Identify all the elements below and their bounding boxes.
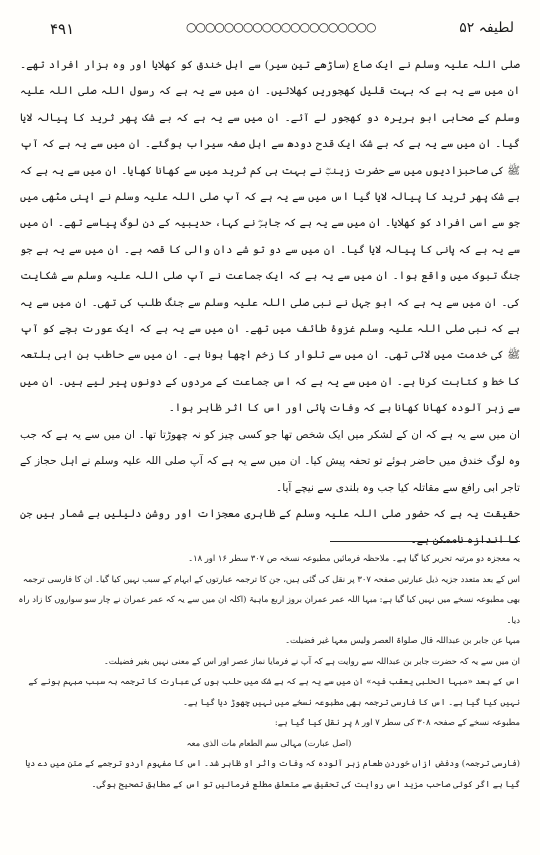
paragraph: حقیقت یہ ہے کہ حضور صلی اللہ علیہ وسلم کے ظاہری معجزات اور روشن دلیلیں بے شمار ہیں جن — [20, 507, 520, 520]
paragraph: صلی اللہ علیہ وسلم نے ایک صاع (ساڑھے تین سیر) سے اہل خندق کو کھلایا اور وہ ہزار افراد تھے۔ ان میں سے یہ ہے کہ بہت قلیل کھجوریں کھلائیں۔ ان میں سے یہ ہے کہ رسول اللہ صلی اللہ علیہ وسلم کے صحابی ابو ہریرہ دو کھجور لے آئے۔ ان میں سے یہ ہے کہ بے شک پھر ثرید کا پیالہ لایا گیا۔ ان میں سے یہ ہے کہ بے شک ایک قدح دودھ سے اہل صفہ سیراب ہوگئے۔ ان میں سے یہ ہے کہ آپ ﷺ کی صاحبزادیوں میں سے حضرت زینبؓ نے بہت ہی کم ثرید میں سے کھانا کھایا۔ ان میں سے یہ ہے کہ بے شک پھر ثرید کا پیالہ لایا گیا اس میں سے یہ ہے کہ آپ صلی اللہ علیہ وسلم نے اپنی مٹھی میں جو سے اسی افراد کو کھلایا۔ ان میں سے یہ ہے کہ جابرؓ نے کہا، حدیبیہ کے دن لوگ پیاسے تھے۔ ان میں سے یہ ہے کہ پانی کا پیالہ لایا گیا۔ ان میں سے دو تو شے دان والی کا قصہ ہے۔ ان میں سے یہ ہے جو جنگ تبوک میں واقع ہوا۔ ان میں سے یہ ہے کہ ایک جماعت نے آپ صلی اللہ علیہ وسلم سے شکایت کی۔ ان میں سے یہ ہے کہ ابو جہل نے نبی صلی اللہ علیہ وسلم سے جنگ طلب کی تھی۔ ان میں سے یہ ہے کہ نبی صلی اللہ علیہ وسلم غزوۂ طائف میں تھے۔ ان میں سے یہ ہے کہ ایک عورت بچے کو آپ ﷺ کی خدمت میں لائی تھی۔ ان میں سے تلوار کا زخم اچھا ہونا ہے۔ ان میں سے حاطب بن ابی بلتعہ کا خط و کتابت کرنا ہے۔ ان میں سے یہ ہے کہ اس جماعت کے مردوں کے دونوں پیر لیے ہیں۔ ان میں سے زہر آلودہ کھانا کھانا ہے کہ وفات پائی اور اس کا اثر ظاہر ہوا۔ — [20, 59, 520, 415]
footnote: مبہا عن جابر بن عبداللہ قال صلواۃ العصر ولیس معہا غیر فضیلت۔ — [285, 635, 520, 645]
footnote: (فارسی ترجمہ) ودفض ازاں خوردن طعام زہر آلودہ کہ وفات واثر او ظاہر شد۔ اس کا مفہوم اردو ترجمے کے متن میں دے دیا گیا ہے اگر کوئی صاحب مزید اس روایت کی تحقیق سے متعلق مطلع فرمائیں تو اس کے مطابق تصحیح ہوگی۔ — [25, 758, 520, 789]
footnote: یہ معجزہ دو مرتبہ تحریر کیا گیا ہے۔ ملاحظہ فرمائیں مطبوعہ نسخہ ص ۳۰۷ سطر ۱۶ اور ۱۸۔ — [188, 553, 520, 563]
main-text — [20, 52, 520, 522]
paragraph: ان میں سے یہ ہے کہ ان کے لشکر میں ایک شخص تھا جو کسی چیز کو نہ چھوڑتا تھا۔ ان میں سے یہ ہے کہ جب وہ لوگ خندق میں حاضر ہوئے تو تحفہ پیش کیا۔ ان میں سے یہ ہے کہ آپ صلی اللہ علیہ وسلم نے اہل حجاز کے تاجر ابی رافع سے مقاتلہ کیا جب وہ بلندی سے نیچے آیا۔ — [20, 428, 520, 494]
page-number: ۴۹۱ — [50, 20, 75, 38]
footnote-divider — [330, 541, 520, 542]
footnote: مطبوعہ نسخے کے صفحہ ۳۰۸ کی سطر ۷ اور ۸ پر نقل کیا گیا ہے: — [274, 717, 520, 727]
footnote: ان میں سے یہ کہ حضرت جابر بن عبداللہ سے روایت ہے کہ آپ نے فرمایا نماز عصر اور اس کے معنی نہیں بغیر فضیلت۔ — [103, 655, 520, 666]
footnotes — [18, 548, 520, 848]
page-header — [18, 14, 522, 44]
footnote-original-text: (اصل عبارت) مہالی سم الطعام مات الذی معہ — [186, 737, 352, 748]
section-title: لطیفہ ۵۲ — [459, 20, 514, 36]
footnote: اس کے بعد «مبہا الحلبی یعقب فیہ» ان میں سے یہ ہے کہ بے شک میں حلب ہوں کی عبارت کا ترجمہ بہ سبب مبہم ہونے کے نہیں کیا گیا ہے۔ اس کا فارسی ترجمہ بھی مطبوعہ نسخے میں نہیں چھوڑ دیا گیا ہے۔ — [28, 676, 520, 707]
footnote: اس کے بعد متعدد جزیہ ذیل عبارتیں صفحہ ۳۰۷ پر نقل کی گئی ہیں، جن کا ترجمہ عبارتوں کے ابہام کے سبب نہیں کیا گیا۔ ان کا فارسی ترجمہ بھی مطبوعہ نسخے میں نہیں کیا گیا ہے: مبہا اللہ عمر عمران بروز اربع ماہیۃ (اکلہ ان میں سے یہ کہ عمر عمران نے چار سو سواروں کا زاد راہ دیا۔ — [18, 573, 520, 625]
ornament-chain: ○○○○○○○○○○○○○○○○○○○○ — [186, 20, 376, 34]
